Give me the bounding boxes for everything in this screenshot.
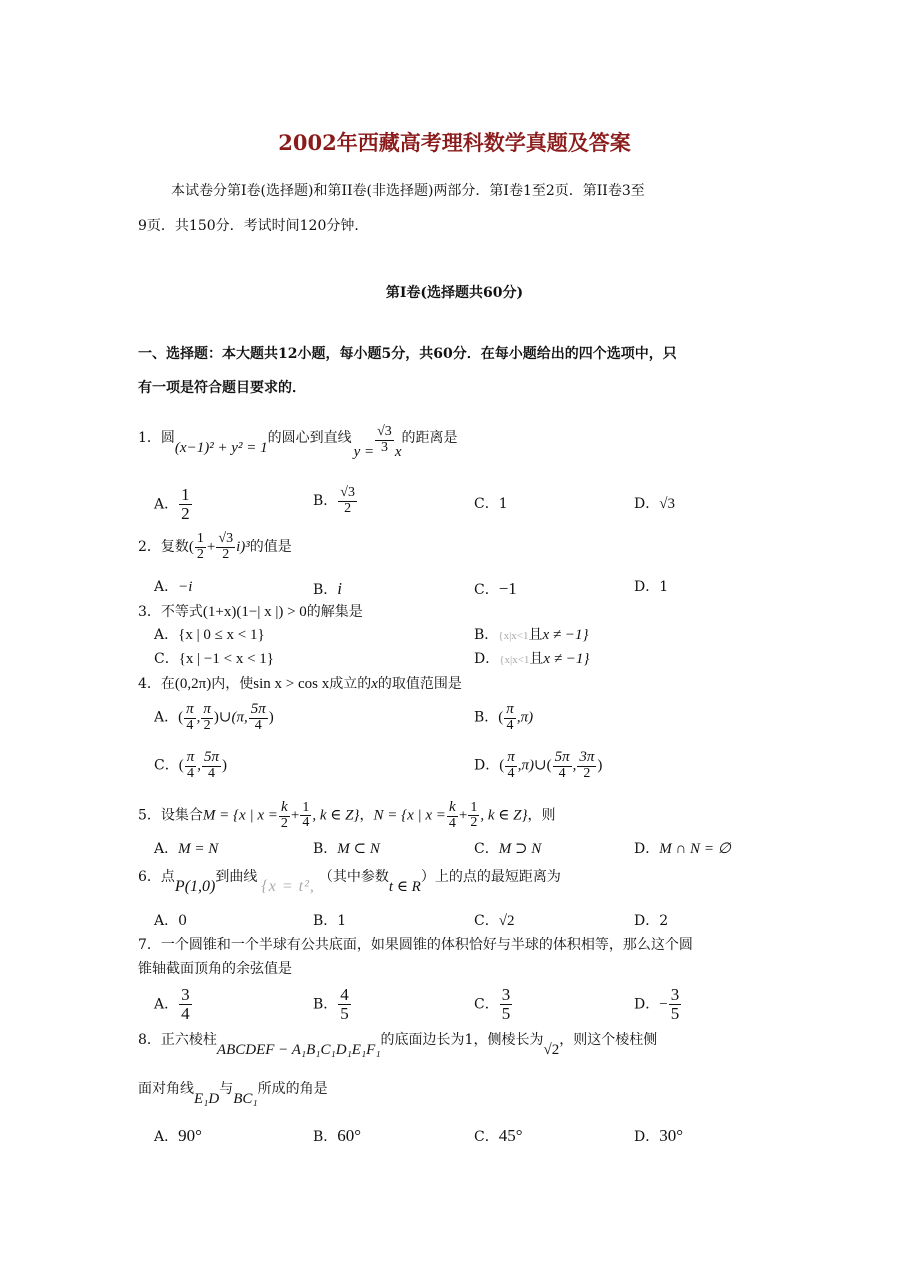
- q4-b-comma: ,: [516, 709, 521, 726]
- q8-d-label: D．: [634, 1129, 660, 1145]
- question-5: [138, 800, 555, 831]
- q6-option-c: [474, 914, 514, 929]
- q4-a-union: ∪: [218, 709, 232, 726]
- q6-param: t ∈ R: [388, 879, 421, 895]
- q4-option-c: [154, 750, 227, 781]
- q8-seg-2: BC₁: [233, 1091, 258, 1107]
- q7-line-2: 锥轴截面顶角的余弦值是: [138, 961, 292, 977]
- q4-d-comma: ,: [517, 757, 522, 774]
- q7-d-num: 3: [670, 985, 680, 1004]
- q8-with: 与: [219, 1081, 234, 1097]
- question-1: [138, 423, 458, 461]
- intro-line-1: 本试卷分第Ⅰ卷(选择题)和第II卷(非选择题)两部分．第Ⅰ卷1至2页．第II卷3至: [171, 183, 645, 199]
- q8-b-label: B．: [313, 1129, 338, 1145]
- q6-number: 6．点: [138, 869, 175, 885]
- q4-b-label: B．: [474, 709, 499, 726]
- part1-heading: 第Ⅰ卷(选择题共60分): [385, 285, 524, 301]
- q1-line-var: x: [394, 444, 402, 461]
- q3-option-d: [474, 652, 589, 667]
- q7-option-b: [313, 986, 352, 1023]
- section1-line-1: 一、选择题：本大题共12小题，每小题5分，共60分．在每小题给出的四个选项中，只: [138, 346, 677, 362]
- q3-number: 3．不等式: [138, 604, 203, 620]
- q7-option-a: [154, 986, 193, 1023]
- q3-b-and: 且: [528, 627, 543, 643]
- q6-point: P(1,0): [174, 878, 216, 895]
- q8-prism: ABCDEF − A₁B₁C₁D₁E₁F₁: [216, 1042, 381, 1058]
- q8-seg-1: E₁D: [194, 1091, 220, 1107]
- q4-b-pi-close: π): [520, 709, 534, 726]
- section1-line-2: 有一项是符合题目要求的．: [138, 380, 306, 396]
- q3-inequality: (1+x)(1−| x |) > 0: [202, 604, 307, 620]
- q1-line-denominator: 3: [380, 439, 388, 455]
- q4-a-f1-den: 4: [186, 717, 194, 733]
- q7-b-den: 5: [340, 1003, 349, 1023]
- q7-c-num: 3: [501, 985, 511, 1004]
- q4-d-f3-den: 2: [583, 765, 591, 781]
- q2-open: (: [188, 539, 194, 556]
- q2-number: 2．复数: [138, 539, 189, 556]
- q3-c-label: C．: [154, 651, 179, 667]
- q1-d-label: D．: [634, 496, 660, 512]
- q5-set-n: N = {x | x =: [373, 807, 446, 824]
- q3-b-faded: {x|x<1: [498, 630, 529, 642]
- q6-tail: ）上的点的最短距离为: [420, 869, 561, 885]
- q6-option-a: A．0: [154, 913, 188, 929]
- q1-circle-equation: (x−1)² + y² = 1: [174, 440, 268, 457]
- q7-line-1: 7．一个圆锥和一个半球有公共底面，如果圆锥的体积恰好与半球的体积相等，那么这个圆: [138, 937, 693, 953]
- q3-b-label: B．: [474, 627, 499, 643]
- q4-variable: x: [371, 676, 378, 692]
- q4-c-f2-num: 5π: [203, 749, 219, 765]
- question-3: [138, 605, 363, 620]
- q8-option-a: [154, 1127, 202, 1144]
- q4-a-rp: ): [213, 709, 219, 726]
- q5-m-2: 2: [280, 815, 288, 831]
- q4-option-d: [474, 750, 602, 781]
- q4-d-f2-num: 5π: [554, 749, 570, 765]
- q5-a-label: A．: [154, 841, 179, 857]
- q3-tail: 的解集是: [306, 604, 363, 620]
- q4-d-f3-num: 3π: [579, 749, 595, 765]
- q3-a-label: A．: [154, 627, 179, 643]
- q4-a-label: A．: [154, 709, 179, 726]
- q6-c-value: √2: [498, 913, 515, 929]
- q4-d-f1-num: π: [507, 749, 515, 765]
- q8-a-label: A．: [154, 1129, 179, 1145]
- q4-c-f1-den: 4: [186, 765, 194, 781]
- q4-c-rp: ): [222, 757, 227, 774]
- q5-m-1: 1: [302, 799, 310, 815]
- question-2: [138, 532, 292, 562]
- q3-a-value: {x | 0 ≤ x < 1}: [178, 627, 265, 643]
- q5-b-value: M ⊂ N: [337, 841, 380, 857]
- q7-b-label: B．: [313, 996, 338, 1013]
- q3-option-a: [154, 628, 265, 643]
- q8-text: 的底面边长为1，侧棱长为: [380, 1032, 544, 1048]
- q5-n-1: 1: [470, 799, 478, 815]
- q7-b-num: 4: [340, 985, 349, 1004]
- q1-line-lhs: y =: [353, 444, 375, 461]
- q5-n-tail: , k ∈ Z}: [480, 807, 528, 824]
- q2-f2-den: 2: [222, 546, 230, 562]
- q4-d-lp: (: [499, 757, 505, 774]
- q8-c-label: C．: [474, 1129, 499, 1145]
- q5-sep: ，: [359, 807, 374, 824]
- q2-a-label: A．: [154, 579, 179, 595]
- q6-option-b: B．1: [313, 913, 347, 929]
- q8-option-d: [634, 1127, 683, 1144]
- q2-option-b: [313, 580, 342, 597]
- q4-d-f1-den: 4: [507, 765, 515, 781]
- q7-a-den: 4: [181, 1003, 190, 1023]
- q8-a-value: 90°: [178, 1126, 202, 1145]
- q4-inequality: sin x > cos x: [253, 676, 330, 692]
- q8-c-value: 45°: [498, 1126, 523, 1145]
- q6-paren: （其中参数: [318, 869, 389, 885]
- q2-c-value: −1: [498, 579, 517, 598]
- q1-line-numerator: √3: [377, 424, 392, 439]
- q5-a-value: M = N: [178, 841, 219, 857]
- q7-d-sign: −: [659, 996, 668, 1013]
- q2-c-label: C．: [474, 582, 499, 598]
- q6-option-d: D．2: [634, 913, 669, 929]
- q5-option-c: [474, 842, 541, 857]
- q4-c-comma: ,: [197, 757, 201, 774]
- q2-option-c: [474, 580, 517, 597]
- q4-a-f1-num: π: [186, 701, 194, 717]
- q2-close: i)³: [236, 539, 250, 556]
- q4-a-rp2: ): [268, 709, 274, 726]
- q5-number: 5．设集合: [138, 807, 203, 824]
- q5-m-tail: , k ∈ Z}: [312, 807, 360, 824]
- q2-b-label: B．: [313, 582, 338, 598]
- q4-text: 内，使: [211, 676, 254, 692]
- q5-c-label: C．: [474, 841, 499, 857]
- q4-option-b: [474, 702, 533, 733]
- q1-b-num: √3: [340, 485, 355, 500]
- q5-n-2: 2: [470, 815, 478, 831]
- q8-number: 8．正六棱柱: [138, 1032, 217, 1048]
- q2-plus: +: [206, 539, 216, 556]
- q8-line2-text: 面对角线: [138, 1081, 194, 1097]
- q3-option-c: [154, 652, 274, 667]
- q4-b-f-den: 4: [506, 717, 514, 733]
- q8-line2-tail: 所成的角是: [257, 1081, 328, 1097]
- q4-a-f3-den: 4: [254, 717, 262, 733]
- question-8: [138, 1032, 658, 1058]
- intro-line-2: 9页．共150分．考试时间120分钟．: [138, 218, 369, 234]
- q4-d-comma2: ,: [572, 757, 577, 774]
- q2-f1-den: 2: [196, 546, 204, 562]
- q4-c-label: C．: [154, 757, 179, 774]
- q8-tail: ，则这个棱柱侧: [559, 1032, 658, 1048]
- q4-a-f3-num: 5π: [250, 701, 266, 717]
- q4-d-union: ∪: [534, 757, 547, 774]
- q7-a-label: A．: [154, 996, 179, 1013]
- q1-option-b: [313, 486, 358, 516]
- q4-number: 4．在: [138, 676, 175, 692]
- q7-a-num: 3: [181, 985, 190, 1004]
- q3-b-condition: x ≠ −1}: [542, 627, 589, 643]
- q5-option-d: [634, 842, 731, 857]
- q3-d-condition: x ≠ −1}: [543, 651, 590, 667]
- q2-f2-num: √3: [218, 531, 234, 546]
- q7-option-c: [474, 986, 513, 1023]
- q4-option-a: [154, 702, 274, 733]
- q1-option-c: C．1: [474, 496, 508, 512]
- q8-edge: √2: [543, 1042, 560, 1058]
- q4-d-rp: ): [597, 757, 603, 774]
- q4-d-lp2: (: [546, 757, 552, 774]
- q5-d-value: M ∩ N = ∅: [659, 841, 731, 857]
- q1-option-a: [154, 486, 193, 523]
- q4-d-pi-close: π): [521, 757, 535, 774]
- q5-n-plus: +: [458, 807, 468, 824]
- q1-b-den: 2: [344, 500, 352, 516]
- q2-option-a: [154, 580, 192, 595]
- q1-a-label: A．: [154, 496, 179, 513]
- q6-text: 到曲线: [215, 869, 258, 885]
- q5-set-m: M = {x | x =: [202, 807, 278, 824]
- q3-c-value: {x | −1 < x < 1}: [178, 651, 274, 667]
- q4-interval: (0,2π): [174, 676, 212, 692]
- q4-a-f2-num: π: [203, 701, 211, 717]
- q5-n-4: 4: [448, 815, 456, 831]
- q5-end: ，则: [527, 807, 556, 824]
- q1-a-num: 1: [181, 485, 190, 504]
- q7-d-den: 5: [670, 1003, 680, 1023]
- q2-tail: 的值是: [249, 539, 292, 556]
- q4-d-label: D．: [474, 757, 500, 774]
- q5-c-value: M ⊃ N: [498, 841, 542, 857]
- q5-d-label: D．: [634, 841, 660, 857]
- q1-number: 1．圆: [138, 430, 175, 447]
- q8-b-value: 60°: [337, 1126, 362, 1145]
- q5-b-label: B．: [313, 841, 338, 857]
- q3-d-faded: {x|x<1: [499, 654, 530, 666]
- q2-option-d: D．1: [634, 579, 669, 595]
- q4-a-f2-den: 2: [203, 717, 211, 733]
- q5-m-k: k: [281, 799, 288, 815]
- q4-a-pi-open: (π,: [231, 709, 248, 726]
- q4-a-comma: ,: [196, 709, 201, 726]
- q5-option-b: [313, 842, 380, 857]
- q1-b-label: B．: [313, 493, 338, 510]
- q5-m-plus: +: [290, 807, 300, 824]
- q5-option-a: [154, 842, 218, 857]
- q3-d-and: 且: [529, 651, 544, 667]
- q8-option-b: [313, 1127, 361, 1144]
- q7-c-den: 5: [501, 1003, 511, 1023]
- q4-b-lp: (: [498, 709, 504, 726]
- q1-a-den: 2: [181, 503, 190, 523]
- q4-d-f2-den: 4: [558, 765, 566, 781]
- q4-c-f2-den: 4: [207, 765, 215, 781]
- page-title: 2002年西藏高考理科数学真题及答案: [278, 130, 631, 155]
- question-6: [138, 869, 561, 895]
- q2-f1-num: 1: [196, 531, 204, 546]
- q7-c-label: C．: [474, 996, 499, 1013]
- q8-line-2: [138, 1081, 328, 1107]
- q3-option-b: [474, 628, 589, 643]
- q1-d-value: √3: [659, 496, 675, 512]
- q4-text-2: 成立的: [329, 676, 372, 692]
- q8-d-value: 30°: [659, 1126, 684, 1145]
- q7-d-label: D．: [634, 996, 660, 1013]
- q4-a-lp: (: [178, 709, 184, 726]
- q3-d-label: D．: [474, 651, 500, 667]
- q2-b-value: i: [337, 579, 343, 598]
- q7-option-d: [634, 986, 682, 1023]
- q4-b-f-num: π: [506, 701, 514, 717]
- q2-a-value: −i: [178, 579, 193, 595]
- q1-option-d: [634, 497, 675, 512]
- q5-m-4: 4: [302, 815, 310, 831]
- q1-text: 的圆心到直线: [267, 430, 352, 447]
- q1-tail: 的距离是: [401, 430, 458, 447]
- q5-n-k: k: [449, 799, 456, 815]
- q4-c-f1-num: π: [186, 749, 195, 765]
- q6-curve-faded: {x = t²,: [261, 878, 315, 895]
- q6-c-label: C．: [474, 913, 499, 929]
- q4-c-lp: (: [178, 757, 184, 774]
- question-4: [138, 677, 462, 692]
- q4-tail: 的取值范围是: [377, 676, 462, 692]
- q8-option-c: [474, 1127, 523, 1144]
